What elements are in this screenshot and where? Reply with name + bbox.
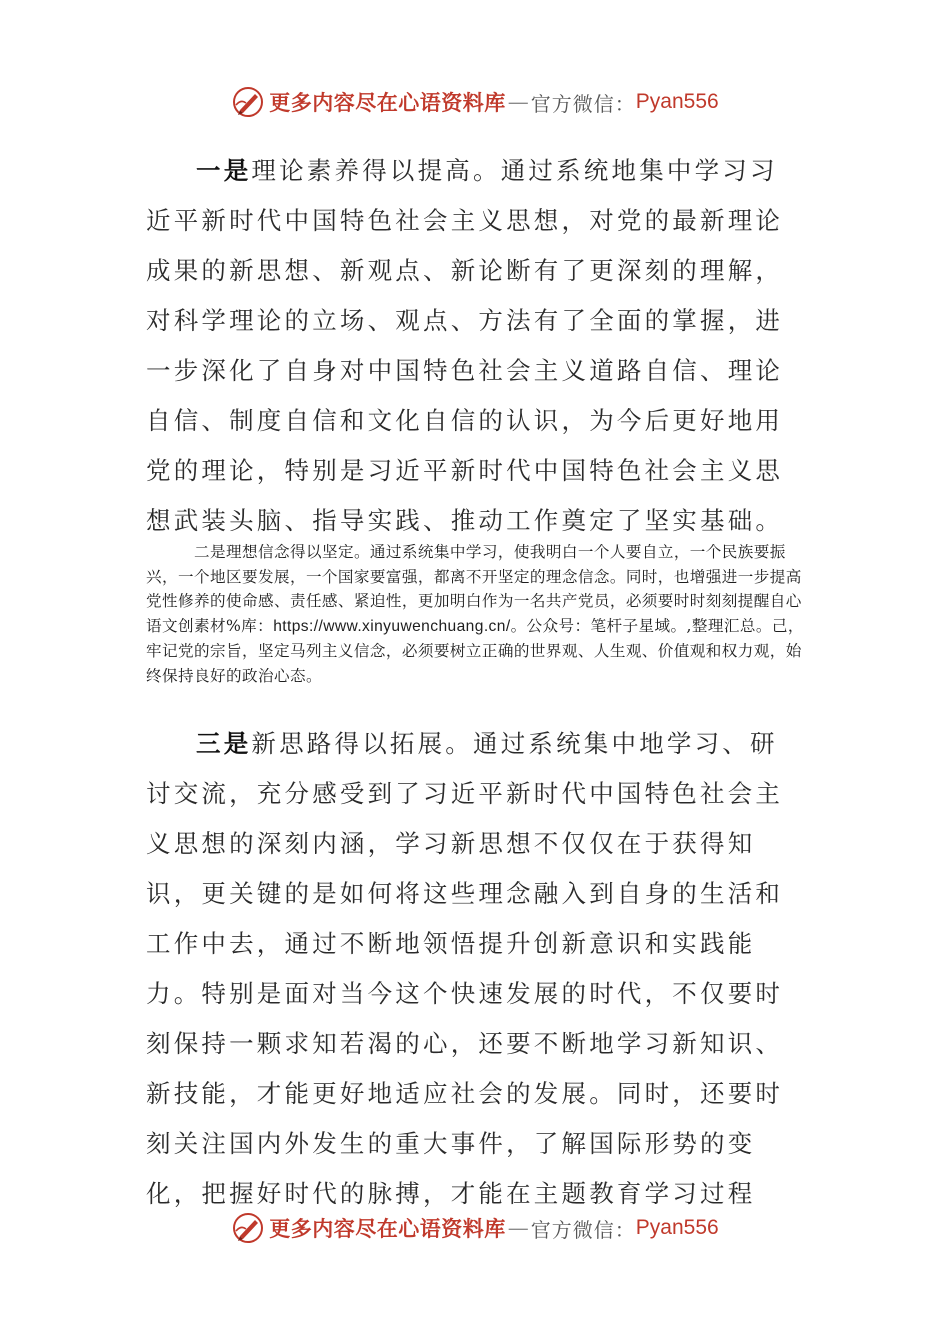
pen-logo-icon xyxy=(231,85,265,119)
banner-official-label: 官方微信： xyxy=(530,1217,636,1242)
paragraph-two-text-b: 。公众号：笔杆子星域。,整理汇总。己，牢记党的宗旨，坚定马列主义信念，必须要树立正确的世界观、人生观、价值观和权力观，始终保持良好的政治心态。 xyxy=(146,616,804,685)
banner-main-text: 更多内容尽在心语资料库 xyxy=(269,1216,506,1241)
banner-wechat-id: Pyan556 xyxy=(635,90,719,113)
paragraph-two xyxy=(146,540,810,688)
paragraph-three-lead: 三是 xyxy=(196,729,252,758)
paragraph-two-text-a: 二是理想信念得以坚定。通过系统集中学习，使我明白一个人要自立，一个民族要振兴，一个地区要发展，一个国家要富强，都离不开坚定的理念信念。同时，也增强进一步提高党性修养的使命感、责任感、紧迫性，更加明白作为一名共产党员，必须要时时刻刻提醒自心语文创素材%库： xyxy=(146,543,802,635)
banner-main-text: 更多内容尽在心语资料库 xyxy=(269,90,506,115)
paragraph-three xyxy=(146,719,786,1219)
paragraph-one xyxy=(146,146,786,546)
paragraph-two-url: https://www.xinyuwenchuang.cn/ xyxy=(273,617,511,635)
banner-dash: — xyxy=(507,90,529,114)
paragraph-one-lead: 一是 xyxy=(196,156,252,185)
footer-banner xyxy=(0,1208,950,1248)
banner-dash: — xyxy=(507,1216,529,1240)
paragraph-three-text: 新思路得以拓展。通过系统集中地学习、研讨交流，充分感受到了习近平新时代中国特色社会主义思想的深刻内涵，学习新思想不仅仅在于获得知识，更关键的是如何将这些理念融入到自身的生活和工作中去，通过不断地领悟提升创新意识和实践能力。特别是面对当今这个快速发展的时代，不仅要时刻保持一颗求知若渴的心，还要不断地学习新知识、新技能，才能更好地适应社会的发展。同时，还要时刻关注国内外发生的重大事件，了解国际形势的变化，把握好时代的脉搏，才能在主题教育学习过程 xyxy=(146,729,784,1208)
paragraph-one-text: 理论素养得以提高。通过系统地集中学习习近平新时代中国特色社会主义思想，对党的最新理论成果的新思想、新观点、新论断有了更深刻的理解，对科学理论的立场、观点、方法有了全面的掌握，进一步深化了自身对中国特色社会主义道路自信、理论自信、制度自信和文化自信的认识，为今后更好地用党的理论，特别是习近平新时代中国特色社会主义思想武装头脑、指导实践、推动工作奠定了坚实基础。 xyxy=(146,156,784,535)
banner-official-label: 官方微信： xyxy=(530,91,636,116)
header-banner xyxy=(0,82,950,122)
banner-wechat-id: Pyan556 xyxy=(635,1216,719,1239)
pen-logo-icon xyxy=(231,1211,265,1245)
